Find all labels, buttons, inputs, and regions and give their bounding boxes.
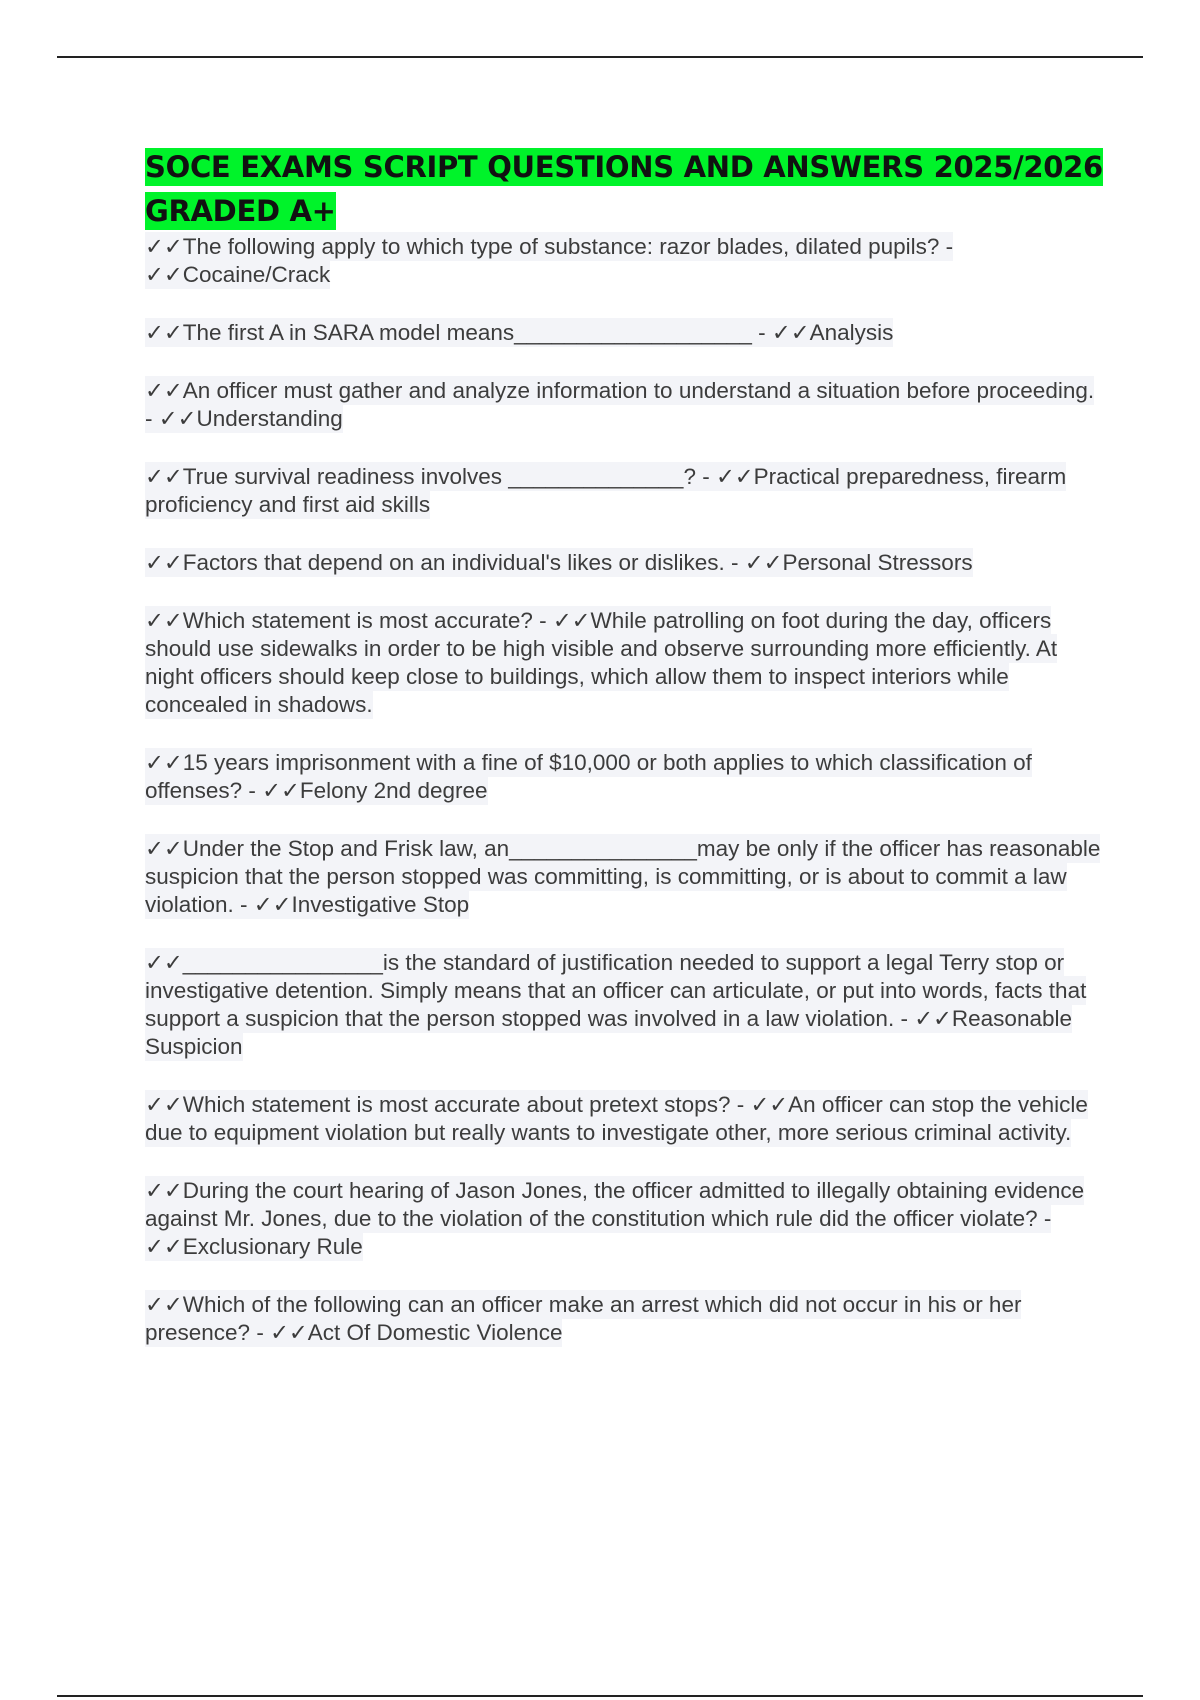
top-rule xyxy=(57,56,1143,58)
qa-item: ✓✓An officer must gather and analyze information to understand a situation before proceeding. - ✓✓Understanding xyxy=(145,378,1095,431)
bottom-rule xyxy=(57,1695,1143,1697)
qa-item: ✓✓Under the Stop and Frisk law, an_______________may be only if the officer has reasonable suspicion that the person stopped was committing, is committing, or is about to commit a law violation. - ✓✓Investigative Stop xyxy=(145,836,1101,917)
qa-item: ✓✓The following apply to which type of substance: razor blades, dilated pupils? - ✓✓Cocaine/Crack xyxy=(145,234,954,287)
qa-item: ✓✓15 years imprisonment with a fine of $10,000 or both applies to which classification of offenses? - ✓✓Felony 2nd degree xyxy=(145,750,1032,803)
qa-item: ✓✓Which statement is most accurate? - ✓✓While patrolling on foot during the day, officers should use sidewalks in order to be high visible and observe surrounding more efficiently. At night officers should keep close to buildings, which allow them to inspect interiors while concealed in shadows. xyxy=(145,608,1058,717)
document-body xyxy=(145,145,1105,1377)
qa-item: ✓✓Which of the following can an officer make an arrest which did not occur in his or her presence? - ✓✓Act Of Domestic Violence xyxy=(145,1292,1022,1345)
qa-item: ✓✓Which statement is most accurate about pretext stops? - ✓✓An officer can stop the vehicle due to equipment violation but really wants to investigate other, more serious criminal activity. xyxy=(145,1092,1088,1145)
qa-item: ✓✓The first A in SARA model means___________________ - ✓✓Analysis xyxy=(145,320,894,345)
qa-item: ✓✓During the court hearing of Jason Jones, the officer admitted to illegally obtaining evidence against Mr. Jones, due to the violation of the constitution which rule did the officer violate? - ✓✓Exclusionary Rule xyxy=(145,1178,1085,1259)
document-title: SOCE EXAMS SCRIPT QUESTIONS AND ANSWERS 2025/2026 GRADED A+ xyxy=(145,150,1103,228)
qa-item: ✓✓Factors that depend on an individual's likes or dislikes. - ✓✓Personal Stressors xyxy=(145,550,973,575)
qa-item: ✓✓________________is the standard of justification needed to support a legal Terry stop or investigative detention. Simply means that an officer can articulate, or put into words, facts that support a suspicion that the person stopped was involved in a law violation. - ✓✓Reasonable Suspicion xyxy=(145,950,1087,1059)
qa-item: ✓✓True survival readiness involves ______________? - ✓✓Practical preparedness, firearm proficiency and first aid skills xyxy=(145,464,1067,517)
